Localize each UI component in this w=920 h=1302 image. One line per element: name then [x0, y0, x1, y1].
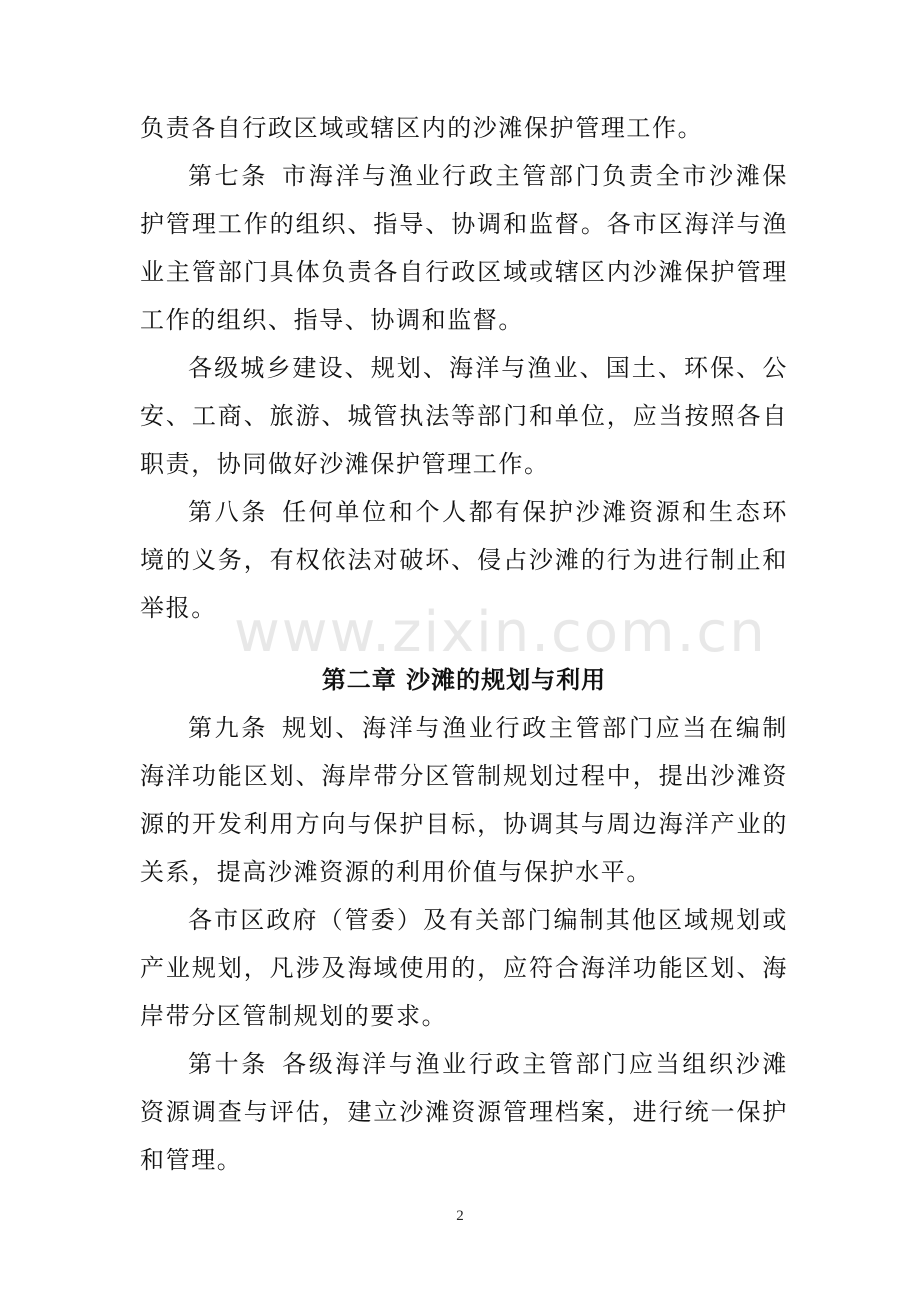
paragraph-text: 各级城乡建设、规划、海洋与渔业、国土、环保、公安、工商、旅游、城管执法等部门和单位，应当按照各自职责，协同做好沙滩保护管理工作。 — [140, 354, 788, 478]
article-label: 第七条 — [188, 162, 269, 190]
document-body — [140, 104, 788, 1184]
page-number: 2 — [456, 1208, 464, 1224]
paragraph — [140, 896, 788, 1040]
paragraph — [140, 104, 788, 152]
paragraph-text: 负责各自行政区域或辖区内的沙滩保护管理工作。 — [140, 114, 704, 142]
article-paragraph — [140, 1040, 788, 1184]
article-paragraph — [140, 704, 788, 896]
article-label: 第九条 — [188, 714, 269, 742]
paragraph-text: 任何单位和个人都有保护沙滩资源和生态环境的义务，有权依法对破坏、侵占沙滩的行为进行制止和举报。 — [140, 498, 788, 622]
article-paragraph — [140, 152, 788, 344]
article-label: 第十条 — [188, 1050, 269, 1078]
article-paragraph — [140, 488, 788, 632]
paragraph-text: 规划、海洋与渔业行政主管部门应当在编制海洋功能区划、海岸带分区管制规划过程中，提出沙滩资源的开发利用方向与保护目标，协调其与周边海洋产业的关系，提高沙滩资源的利用价值与保护水平。 — [140, 714, 788, 886]
paragraph-text: 各级海洋与渔业行政主管部门应当组织沙滩资源调查与评估，建立沙滩资源管理档案，进行统一保护和管理。 — [140, 1050, 788, 1174]
paragraph-text: 各市区政府（管委）及有关部门编制其他区域规划或产业规划，凡涉及海域使用的，应符合海洋功能区划、海岸带分区管制规划的要求。 — [140, 906, 788, 1030]
watermark: www.zixin.com.cn — [234, 600, 767, 665]
article-label: 第八条 — [188, 498, 269, 526]
paragraph — [140, 344, 788, 488]
paragraph-text: 市海洋与渔业行政主管部门负责全市沙滩保护管理工作的组织、指导、协调和监督。各市区海洋与渔业主管部门具体负责各自行政区域或辖区内沙滩保护管理工作的组织、指导、协调和监督。 — [140, 162, 788, 334]
chapter-title: 第二章 沙滩的规划与利用 — [321, 666, 607, 694]
